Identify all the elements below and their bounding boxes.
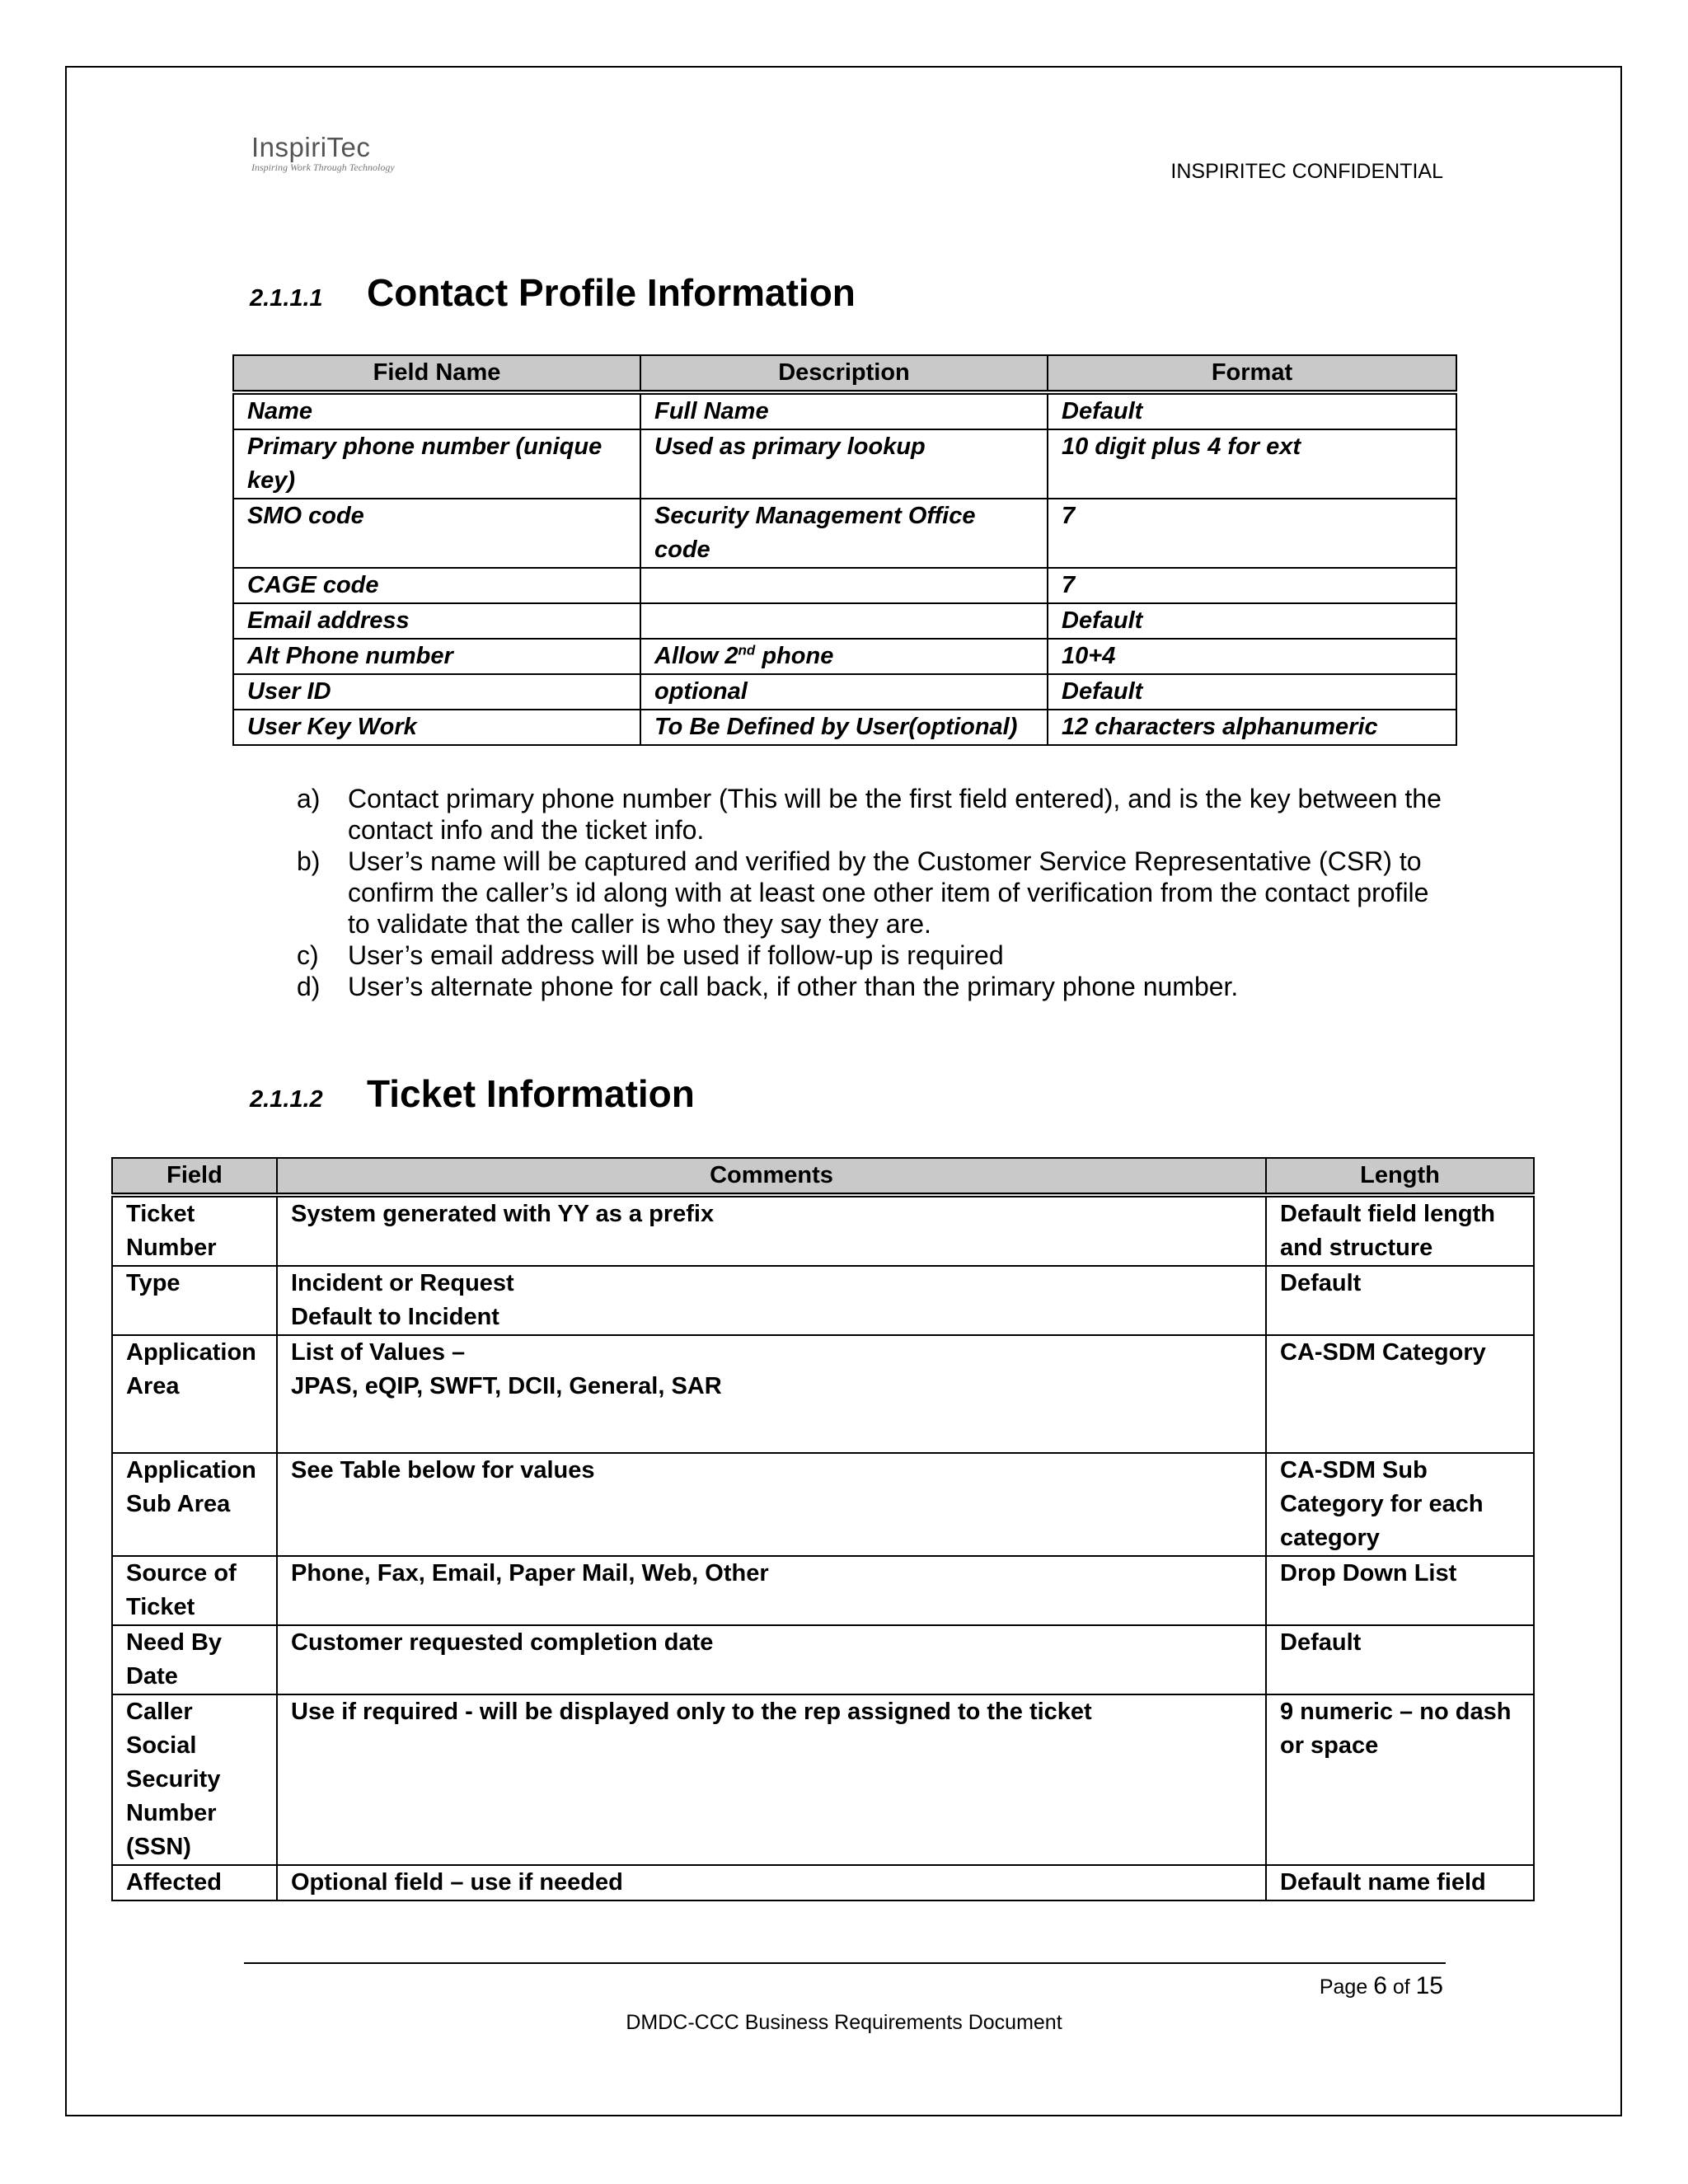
table-cell: Customer requested completion date xyxy=(277,1625,1266,1694)
table-cell: Name xyxy=(233,392,640,429)
logo-name: InspiriTec xyxy=(251,132,371,162)
table-cell: Default xyxy=(1048,603,1456,639)
table-cell: To Be Defined by User(optional) xyxy=(640,710,1048,745)
list-item-text: User’s alternate phone for call back, if other than the primary phone number. xyxy=(348,972,1239,1001)
table-header-row xyxy=(112,1158,1534,1195)
superscript-ordinal: nd xyxy=(738,642,756,658)
list-item xyxy=(297,783,1451,846)
table-row xyxy=(112,1625,1534,1694)
column-header-length: Length xyxy=(1266,1158,1534,1195)
confidential-label: INSPIRITEC CONFIDENTIAL xyxy=(1170,160,1443,183)
page-prefix: Page xyxy=(1319,1975,1374,1999)
table-cell: CA-SDM Category xyxy=(1266,1335,1534,1453)
table-cell: Default field length and structure xyxy=(1266,1195,1534,1266)
table-cell: 7 xyxy=(1048,568,1456,603)
table-cell: Security Management Office code xyxy=(640,499,1048,568)
table-cell: 9 numeric – no dash or space xyxy=(1266,1694,1534,1865)
table-cell: Primary phone number (unique key) xyxy=(233,429,640,499)
list-marker: b) xyxy=(297,846,321,876)
table-row xyxy=(112,1694,1534,1865)
table-row xyxy=(233,603,1456,639)
table-cell: Application Area xyxy=(112,1335,277,1453)
table-row xyxy=(233,710,1456,745)
table-cell xyxy=(640,568,1048,603)
list-marker: c) xyxy=(297,940,319,970)
table-cell: User Key Work xyxy=(233,710,640,745)
table-cell: System generated with YY as a prefix xyxy=(277,1195,1266,1266)
table-cell: Default xyxy=(1266,1266,1534,1335)
page-of: of xyxy=(1386,1975,1416,1999)
table-cell: 10+4 xyxy=(1048,639,1456,674)
table-cell: Default xyxy=(1048,674,1456,710)
table-cell: Alt Phone number xyxy=(233,639,640,674)
page-current: 6 xyxy=(1373,1972,1387,1999)
section-title: Contact Profile Information xyxy=(367,271,856,314)
table-cell: Need By Date xyxy=(112,1625,277,1694)
table-cell: Ticket Number xyxy=(112,1195,277,1266)
ticket-information-table xyxy=(111,1157,1535,1901)
section-title: Ticket Information xyxy=(367,1072,695,1115)
column-header-field-name: Field Name xyxy=(233,355,640,392)
table-cell: Email address xyxy=(233,603,640,639)
table-cell: Phone, Fax, Email, Paper Mail, Web, Other xyxy=(277,1556,1266,1625)
logo-tagline: Inspiring Work Through Technology xyxy=(251,162,395,173)
list-item-text: User’s name will be captured and verified by the Customer Service Representative (CSR) to confirm the caller’s id along with at least one other item of verification from the contact profile to validate that the caller is who they say they are. xyxy=(348,846,1429,939)
table-row xyxy=(233,392,1456,429)
list-item xyxy=(297,940,1451,971)
table-row xyxy=(233,499,1456,568)
column-header-comments: Comments xyxy=(277,1158,1266,1195)
contact-profile-table xyxy=(232,354,1457,746)
table-row xyxy=(112,1453,1534,1556)
table-cell: Default xyxy=(1266,1625,1534,1694)
table-cell: User ID xyxy=(233,674,640,710)
contact-notes-list xyxy=(297,783,1451,1002)
page-number xyxy=(1320,1972,1443,2000)
table-cell: Use if required - will be displayed only to the rep assigned to the ticket xyxy=(277,1694,1266,1865)
table-cell: Source of Ticket xyxy=(112,1556,277,1625)
table-row xyxy=(112,1195,1534,1266)
table-cell: Caller Social Security Number (SSN) xyxy=(112,1694,277,1865)
alt-phone-desc-pre: Allow 2 xyxy=(654,643,738,669)
table-row xyxy=(233,674,1456,710)
table-row xyxy=(233,429,1456,499)
page-total: 15 xyxy=(1415,1972,1443,1999)
footer-rule xyxy=(244,1962,1446,1964)
table-cell: Used as primary lookup xyxy=(640,429,1048,499)
list-marker: a) xyxy=(297,784,321,813)
table-row xyxy=(233,568,1456,603)
table-cell: 12 characters alphanumeric xyxy=(1048,710,1456,745)
section-number: 2.1.1.1 xyxy=(250,285,323,312)
table-cell: 7 xyxy=(1048,499,1456,568)
table-header-row xyxy=(233,355,1456,392)
document-title: DMDC-CCC Business Requirements Document xyxy=(626,2011,1062,2034)
section-heading-contact-profile xyxy=(250,270,856,315)
table-cell xyxy=(640,603,1048,639)
table-cell xyxy=(640,639,1048,674)
table-row xyxy=(112,1865,1534,1900)
list-item-text: User’s email address will be used if follow-up is required xyxy=(348,940,1004,970)
table-cell: List of Values – JPAS, eQIP, SWFT, DCII, General, SAR xyxy=(277,1335,1266,1453)
table-row xyxy=(112,1556,1534,1625)
table-cell: SMO code xyxy=(233,499,640,568)
table-cell: Affected xyxy=(112,1865,277,1900)
section-number: 2.1.1.2 xyxy=(250,1086,323,1113)
table-cell: CAGE code xyxy=(233,568,640,603)
table-row xyxy=(233,639,1456,674)
table-cell: Full Name xyxy=(640,392,1048,429)
list-item-text: Contact primary phone number (This will be the first field entered), and is the key between the contact info and the ticket info. xyxy=(348,784,1442,845)
table-cell: Type xyxy=(112,1266,277,1335)
table-cell: See Table below for values xyxy=(277,1453,1266,1556)
section-heading-ticket-information xyxy=(250,1071,695,1116)
column-header-format: Format xyxy=(1048,355,1456,392)
list-marker: d) xyxy=(297,972,321,1001)
inspiritec-logo xyxy=(251,132,395,174)
column-header-field: Field xyxy=(112,1158,277,1195)
table-row xyxy=(112,1266,1534,1335)
alt-phone-desc-post: phone xyxy=(755,643,834,669)
table-cell: optional xyxy=(640,674,1048,710)
column-header-description: Description xyxy=(640,355,1048,392)
table-cell: 10 digit plus 4 for ext xyxy=(1048,429,1456,499)
table-cell: Default xyxy=(1048,392,1456,429)
table-cell: Drop Down List xyxy=(1266,1556,1534,1625)
table-cell: CA-SDM Sub Category for each category xyxy=(1266,1453,1534,1556)
list-item xyxy=(297,846,1451,940)
table-cell: Optional field – use if needed xyxy=(277,1865,1266,1900)
table-cell: Default name field xyxy=(1266,1865,1534,1900)
table-cell: Application Sub Area xyxy=(112,1453,277,1556)
list-item xyxy=(297,971,1451,1002)
table-row xyxy=(112,1335,1534,1453)
table-cell: Incident or Request Default to Incident xyxy=(277,1266,1266,1335)
